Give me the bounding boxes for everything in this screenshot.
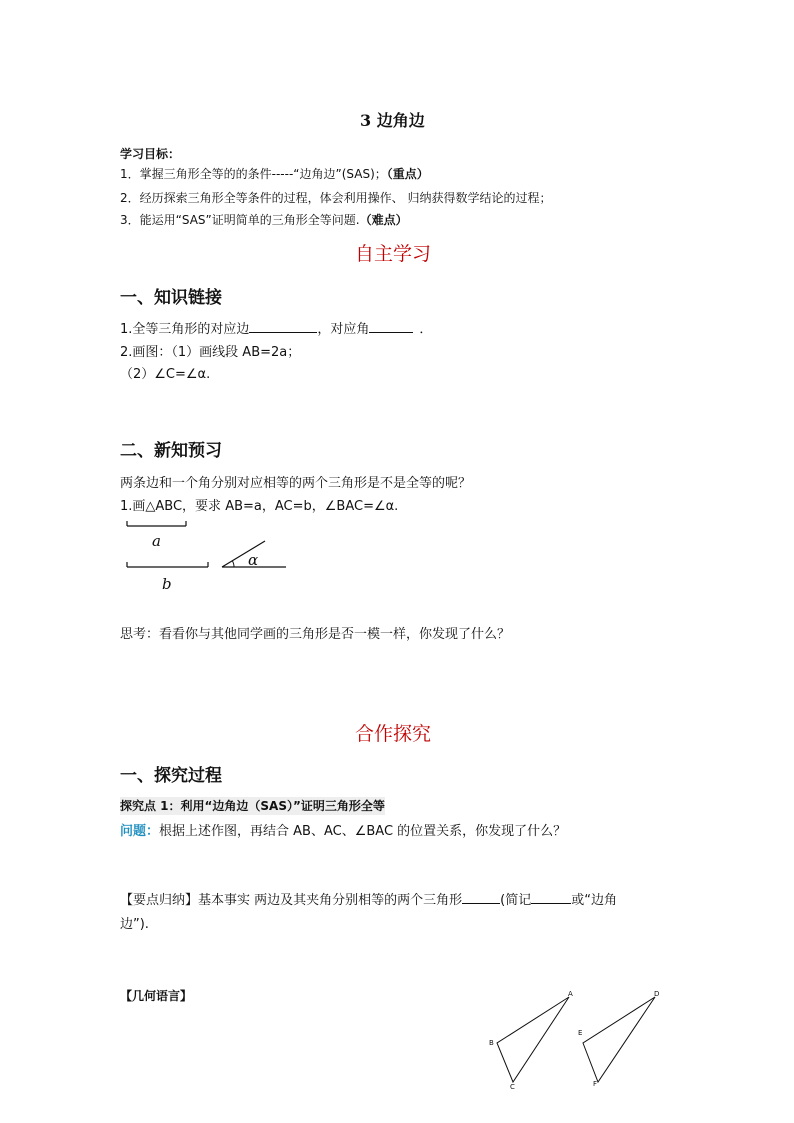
objective-2: 2．经历探索三角形全等条件的过程，体会利用操作、 归纳获得数学结论的过程；: [120, 191, 552, 205]
question-2: 2.画图：（1）画线段 AB=2a；: [120, 345, 301, 360]
angle-arc: [232, 561, 234, 567]
objective-1: [120, 166, 429, 182]
answer-blank[interactable]: [249, 320, 317, 333]
triangle-abc: [497, 997, 569, 1082]
exploration-point-1: 探究点 1：利用“边角边（SAS）”证明三角形全等: [120, 799, 385, 813]
answer-blank[interactable]: [369, 320, 413, 333]
vertex-c: C: [510, 1083, 515, 1091]
objective-1-text: 1．掌握三角形全等的的条件-----“边角边”(SAS)；: [120, 167, 387, 181]
objective-3-text: 3．能运用“SAS”证明简单的三角形全等问题.: [120, 213, 360, 227]
question-1-part-c: ．: [419, 322, 433, 337]
summary-text-b: (简记: [500, 893, 532, 908]
summary-line-2: 边”).: [120, 917, 149, 932]
think-question: 思考：看看你与其他同学画的三角形是否一模一样，你发现了什么？: [120, 627, 511, 642]
objectives-heading: 学习目标：: [120, 147, 181, 161]
problem-line: [120, 820, 566, 839]
question-1-part-b: ，对应角: [317, 322, 370, 337]
objective-1-tag: （重点）: [386, 167, 429, 181]
triangle-def: [583, 997, 655, 1082]
section-self-study: 自主学习: [355, 243, 432, 265]
knowledge-link-heading: 一、知识链接: [120, 288, 222, 308]
geometry-language-label: 【几何语言】: [120, 989, 193, 1003]
summary-line-1: [120, 889, 617, 908]
segments-and-angle-figure: [120, 515, 300, 595]
question-2b: （2）∠C=∠α.: [120, 367, 211, 382]
label-a: a: [152, 532, 161, 550]
preview-task: 1.画△ABC，要求 AB=a，AC=b，∠BAC=∠α.: [120, 499, 399, 514]
problem-label: 问题：: [120, 824, 160, 839]
document-title: 3 边角边: [360, 111, 425, 130]
section-cooperative: 合作探究: [355, 723, 432, 745]
vertex-a: A: [568, 990, 573, 998]
summary-text-a: 【要点归纳】基本事实 两边及其夹角分别相等的两个三角形: [120, 893, 463, 908]
answer-blank[interactable]: [462, 891, 500, 904]
vertex-b: B: [489, 1039, 494, 1047]
problem-text: 根据上述作图，再结合 AB、AC、∠BAC 的位置关系，你发现了什么？: [159, 824, 567, 839]
question-1: [120, 318, 432, 337]
answer-blank[interactable]: [531, 891, 571, 904]
label-b: b: [162, 575, 172, 593]
label-alpha: α: [248, 551, 259, 569]
question-1-part-a: 1.全等三角形的对应边: [120, 322, 250, 337]
objective-3: [120, 212, 408, 228]
objective-3-tag: （难点）: [359, 213, 408, 227]
vertex-e: E: [578, 1029, 583, 1037]
summary-text-c: 或“边角: [571, 893, 617, 908]
angle-slant-ray: [222, 541, 265, 567]
preview-heading: 二、新知预习: [120, 441, 222, 461]
congruent-triangles-figure: [480, 985, 680, 1095]
vertex-f: F: [593, 1080, 598, 1088]
vertex-d: D: [654, 990, 660, 998]
preview-question: 两条边和一个角分别对应相等的两个三角形是不是全等的呢？: [120, 476, 472, 491]
exploration-heading: 一、探究过程: [120, 766, 222, 786]
